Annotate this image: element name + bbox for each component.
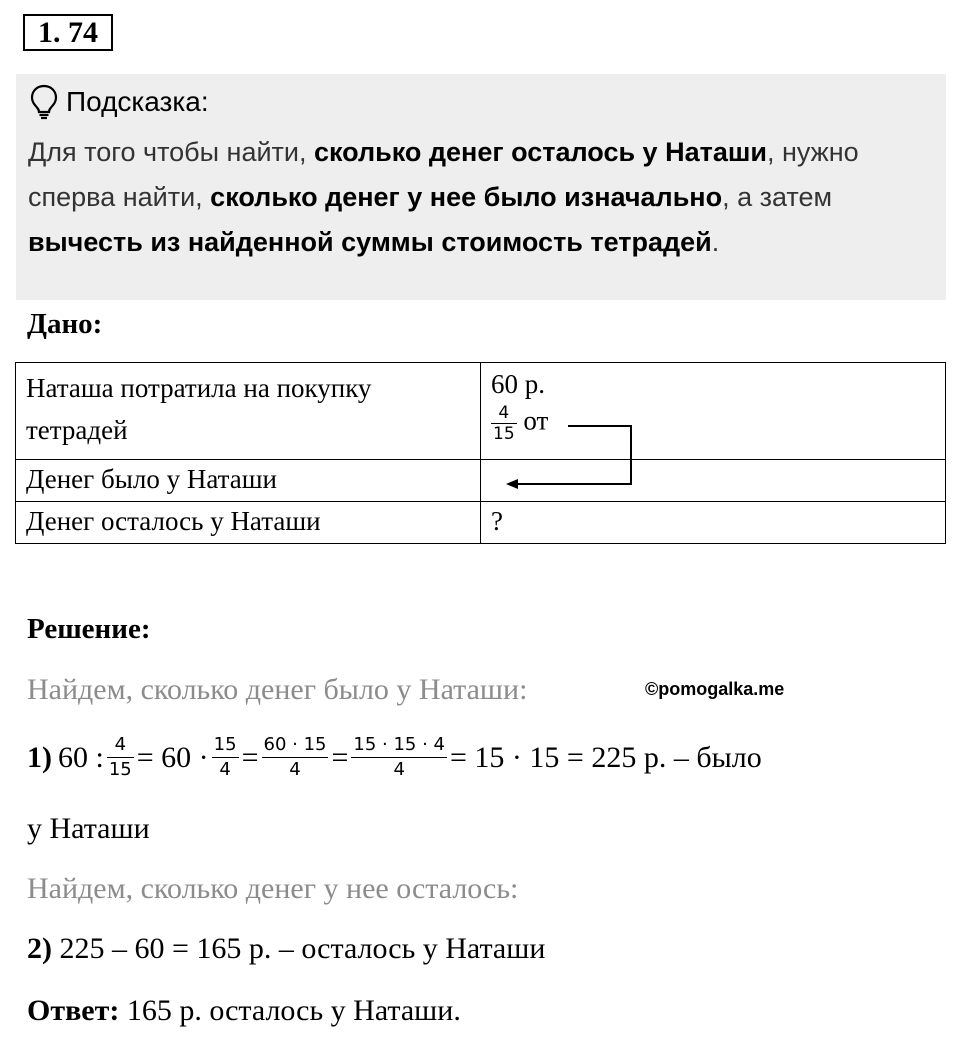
table-cell (481, 460, 946, 502)
step-number: 2) (27, 932, 52, 965)
step2-equation: 2) 225 – 60 = 165 р. – осталось у Наташи (27, 932, 546, 965)
step2-intro: Найдем, сколько денег у нее осталось: (27, 872, 519, 905)
hint-emphasis: сколько денег у нее было изначально (210, 182, 723, 212)
hint-text: Для того чтобы найти, сколько денег осталось у Наташи, нужно сперва найти, сколько денег у нее было изначально, а затем вычесть из найденной суммы стоимость тетрадей. (28, 137, 859, 257)
hint-title: Подсказка: (66, 86, 209, 117)
answer-label: Ответ: (27, 994, 120, 1027)
table-cell: Денег было у Наташи (16, 460, 481, 502)
fraction: $\frac{60 \cdot 15}{4}$ (263, 734, 327, 780)
hint-header (30, 84, 209, 120)
hint-emphasis: вычесть из найденной суммы стоимость тетрадей (28, 227, 712, 257)
table-cell: Наташа потратила на покупку тетрадей (16, 363, 481, 460)
step1-equation: 1) 60 : $\frac{4}{15}$ = 60 · $\frac{15}{4}$ = $\frac{60 \cdot 15}{4}$ = $\frac{15 \cdot 15 \cdot 4}{4}$ = 15 · 15 = 225 р. – было (27, 734, 762, 780)
watermark: ©pomogalka.me (645, 679, 785, 699)
fraction: $\frac{4}{15}$ (108, 734, 132, 780)
lightbulb-icon (30, 84, 58, 120)
step-number: 1) (27, 740, 52, 774)
step1-continuation: у Наташи (27, 812, 150, 845)
hint-emphasis: сколько денег осталось у Наташи (314, 137, 767, 167)
fraction: $\frac{15 \cdot 15 \cdot 4}{4}$ (353, 734, 445, 780)
table-row (16, 460, 946, 502)
table-row (16, 502, 946, 544)
step1-intro: Найдем, сколько денег было у Наташи: (27, 673, 528, 706)
problem-number: 1. 74 (23, 14, 113, 51)
table-cell: ? (481, 502, 946, 544)
hint-box (16, 74, 946, 300)
answer-line: Ответ: 165 р. осталось у Наташи. (27, 994, 461, 1027)
fraction: $\frac{15}{4}$ (213, 734, 237, 780)
given-label: Дано: (27, 308, 103, 340)
given-table (15, 362, 946, 544)
fraction: $\frac{4}{15}$ (493, 403, 515, 444)
table-cell: Денег осталось у Наташи (16, 502, 481, 544)
table-cell: 60 р. $\frac{4}{15}$ от (481, 363, 946, 460)
table-row (16, 363, 946, 460)
solution-label: Решение: (27, 613, 151, 645)
